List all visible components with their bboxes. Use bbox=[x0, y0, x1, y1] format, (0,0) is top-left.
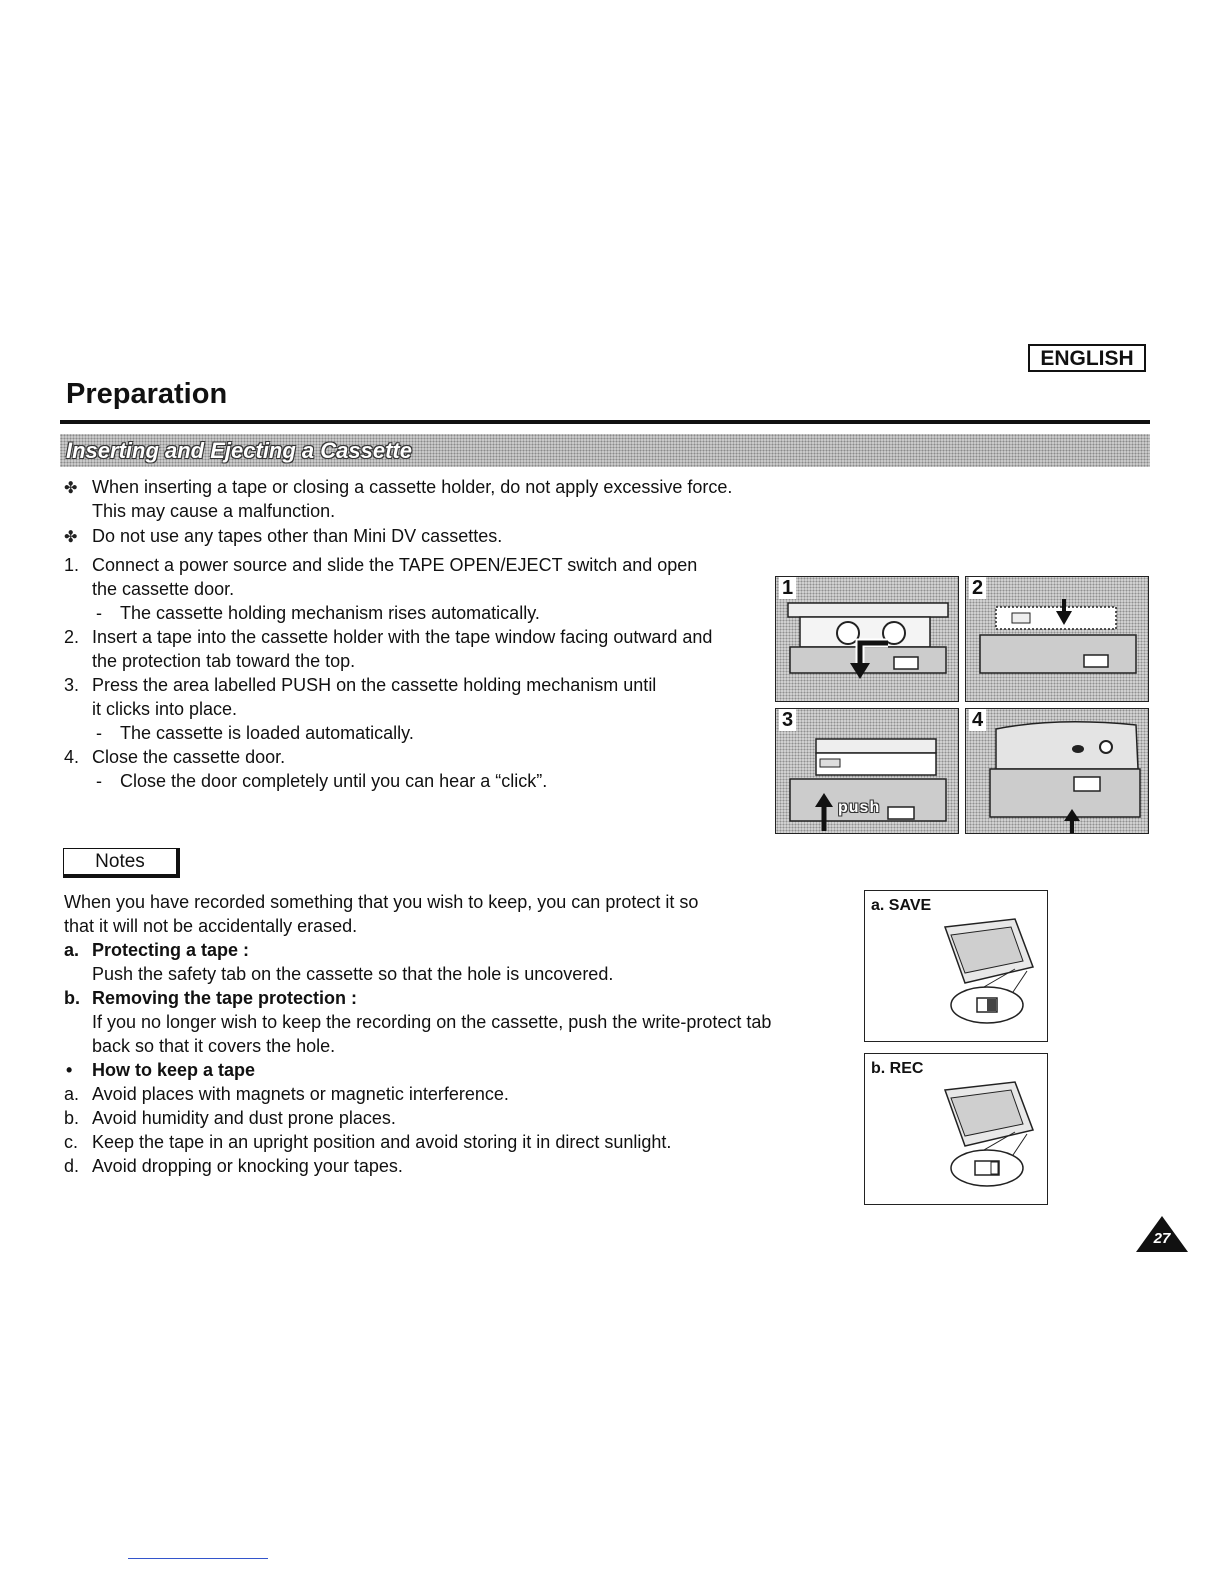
save-figure bbox=[864, 890, 1048, 1042]
step-subtext: Close the door completely until you can hear a “click”. bbox=[120, 771, 548, 791]
note-text: If you no longer wish to keep the recording on the cassette, push the write-protect tab bbox=[92, 1012, 772, 1032]
caution-bullet-icon: ✤ bbox=[64, 480, 78, 497]
bullet-icon: • bbox=[66, 1060, 73, 1080]
step-text: it clicks into place. bbox=[92, 699, 238, 719]
notes-label: Notes bbox=[63, 848, 180, 878]
save-label: a. SAVE bbox=[871, 897, 932, 914]
panel-number: 2 bbox=[969, 577, 986, 599]
note-heading-protect: Protecting a tape : bbox=[92, 940, 250, 960]
page-number-badge bbox=[1134, 1214, 1190, 1259]
tape-insert-illustration bbox=[966, 577, 1149, 702]
figure-panel-3 bbox=[775, 708, 959, 834]
figure-panel-4 bbox=[965, 708, 1149, 834]
camcorder-open-door-illustration bbox=[776, 577, 959, 702]
sub-dash: - bbox=[96, 603, 102, 623]
note-letter: b. bbox=[64, 988, 80, 1008]
step-text: Connect a power source and slide the TAPE OPEN/EJECT switch and open bbox=[92, 555, 698, 575]
note-heading-remove: Removing the tape protection : bbox=[92, 988, 358, 1008]
notes-intro: that it will not be accidentally erased. bbox=[64, 916, 358, 936]
figure-panel-1 bbox=[775, 576, 959, 702]
section-title: Inserting and Ejecting a Cassette bbox=[66, 438, 412, 463]
sub-dash: - bbox=[96, 723, 102, 743]
keep-item: Avoid dropping or knocking your tapes. bbox=[92, 1156, 403, 1176]
note-text: Push the safety tab on the cassette so that the hole is uncovered. bbox=[92, 964, 614, 984]
sub-dash: - bbox=[96, 771, 102, 791]
language-label: ENGLISH bbox=[1028, 344, 1146, 372]
note-heading-keep: How to keep a tape bbox=[92, 1060, 256, 1080]
panel-number: 4 bbox=[969, 709, 986, 731]
step-number: 1. bbox=[64, 555, 80, 575]
title-rule bbox=[60, 420, 1150, 424]
footer-line bbox=[128, 1558, 268, 1559]
keep-letter: c. bbox=[64, 1132, 79, 1152]
page-title: Preparation bbox=[66, 378, 228, 410]
keep-item: Avoid places with magnets or magnetic interference. bbox=[92, 1084, 509, 1104]
step-number: 2. bbox=[64, 627, 80, 647]
step-text: Insert a tape into the cassette holder with the tape window facing outward and bbox=[92, 627, 713, 647]
step-text: Close the cassette door. bbox=[92, 747, 286, 767]
keep-letter: d. bbox=[64, 1156, 80, 1176]
step-text: the cassette door. bbox=[92, 579, 235, 599]
rec-figure bbox=[864, 1053, 1048, 1205]
caution-text: When inserting a tape or closing a cassette holder, do not apply excessive force. bbox=[92, 477, 733, 497]
step-text: Press the area labelled PUSH on the cassette holding mechanism until bbox=[92, 675, 657, 695]
panel-number: 1 bbox=[779, 577, 796, 599]
figure-panel-2 bbox=[965, 576, 1149, 702]
caution-text: Do not use any tapes other than Mini DV cassettes. bbox=[92, 526, 503, 546]
page-number: 27 bbox=[1153, 1230, 1171, 1247]
push-label: push bbox=[838, 799, 881, 816]
keep-item: Avoid humidity and dust prone places. bbox=[92, 1108, 396, 1128]
step-text: the protection tab toward the top. bbox=[92, 651, 356, 671]
panel-number: 3 bbox=[779, 709, 796, 731]
keep-item: Keep the tape in an upright position and avoid storing it in direct sunlight. bbox=[92, 1132, 672, 1152]
keep-letter: b. bbox=[64, 1108, 80, 1128]
step-number: 3. bbox=[64, 675, 80, 695]
door-closed-illustration bbox=[966, 709, 1149, 834]
keep-letter: a. bbox=[64, 1084, 80, 1104]
caution-text: This may cause a malfunction. bbox=[92, 501, 336, 521]
note-letter: a. bbox=[64, 940, 80, 960]
note-text: back so that it covers the hole. bbox=[92, 1036, 336, 1056]
step-subtext: The cassette is loaded automatically. bbox=[120, 723, 414, 743]
rec-label: b. REC bbox=[871, 1060, 924, 1077]
step-subtext: The cassette holding mechanism rises automatically. bbox=[120, 603, 540, 623]
step-number: 4. bbox=[64, 747, 80, 767]
caution-bullet-icon: ✤ bbox=[64, 529, 78, 546]
notes-intro: When you have recorded something that you wish to keep, you can protect it so bbox=[64, 892, 699, 912]
